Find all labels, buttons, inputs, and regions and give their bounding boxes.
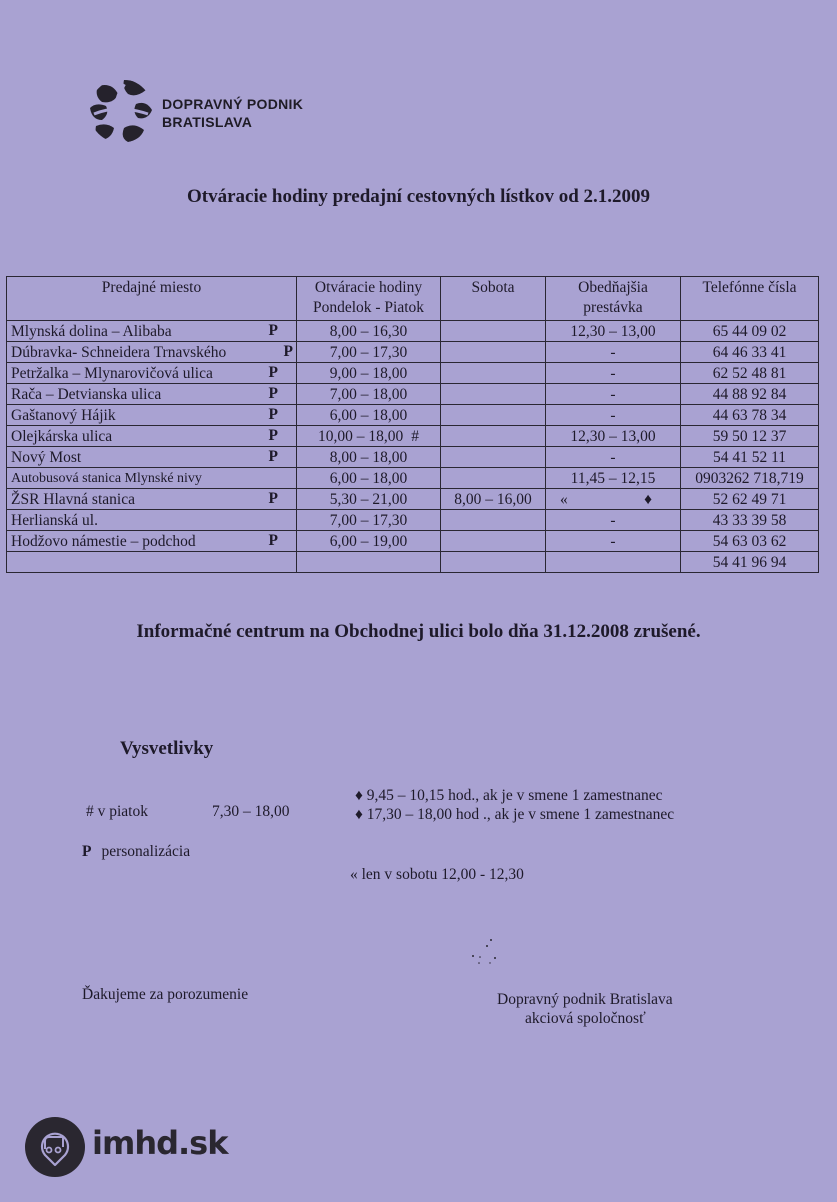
phone-number: 54 41 52 11 <box>712 448 787 466</box>
lunch-cell <box>546 426 681 447</box>
phone-number: 59 50 12 37 <box>712 427 787 445</box>
table-row <box>7 321 819 342</box>
saturday-cell <box>441 468 546 489</box>
staff-break-mark: ♦ <box>644 490 652 508</box>
place-cell <box>7 384 297 405</box>
personalization-mark: P <box>268 385 278 402</box>
weekday-cell <box>297 489 441 510</box>
lunch-cell <box>546 405 681 426</box>
lunch-cell <box>546 363 681 384</box>
phone-number: 65 44 09 02 <box>712 322 787 340</box>
weekday-cell <box>297 363 441 384</box>
phone-cell <box>681 426 819 447</box>
friday-hours-mark: # <box>411 427 419 445</box>
phone-number: 44 88 92 84 <box>712 385 787 403</box>
saturday-cell <box>441 426 546 447</box>
imhd-bus-pin-icon <box>25 1117 85 1177</box>
opening-hours-table <box>6 276 819 573</box>
header-lunch-line2: prestávka <box>583 299 643 316</box>
phone-number: 43 33 39 58 <box>712 511 787 529</box>
saturday-cell <box>441 447 546 468</box>
personalization-mark: P <box>268 448 278 465</box>
table-row <box>7 552 819 573</box>
weekday-hours: 8,00 – 16,30 <box>329 322 408 340</box>
phone-number: 64 46 33 41 <box>712 343 787 361</box>
phone-number: 54 63 03 62 <box>712 532 787 550</box>
table-row <box>7 489 819 510</box>
legend-title: Vysvetlivky <box>120 738 214 759</box>
stamp-specks <box>470 936 510 971</box>
place-cell <box>7 510 297 531</box>
lunch-cell <box>546 321 681 342</box>
place-cell <box>7 321 297 342</box>
lunch-cell <box>546 552 681 573</box>
saturday-cell <box>441 531 546 552</box>
header-place: Predajné miesto <box>7 277 297 321</box>
place-name: Petržalka – Mlynarovičová ulica <box>11 364 213 382</box>
weekday-cell <box>297 531 441 552</box>
weekday-hours: 7,00 – 17,30 <box>329 343 408 361</box>
place-name: Hodžovo námestie – podchod <box>11 532 196 550</box>
place-cell <box>7 489 297 510</box>
weekday-hours: 9,00 – 18,00 <box>329 364 408 382</box>
phone-cell <box>681 342 819 363</box>
phone-cell <box>681 447 819 468</box>
weekday-hours: 7,00 – 17,30 <box>329 511 408 529</box>
phone-cell <box>681 321 819 342</box>
phone-number: 52 62 49 71 <box>712 490 787 508</box>
lunch-break: - <box>610 385 616 403</box>
phone-number: 62 52 48 81 <box>712 364 787 382</box>
lunch-break: 12,30 – 13,00 <box>570 322 656 340</box>
lunch-break: - <box>610 343 616 361</box>
company-name <box>162 95 303 131</box>
legend-hash-time: 7,30 – 18,00 <box>212 803 290 820</box>
personalization-mark: P <box>268 427 278 444</box>
lunch-cell <box>546 510 681 531</box>
company-name-line2: BRATISLAVA <box>162 114 253 130</box>
phone-cell <box>681 363 819 384</box>
saturday-cell <box>441 321 546 342</box>
header-phone: Telefónne čísla <box>681 277 819 321</box>
lunch-break: 11,45 – 12,15 <box>570 469 656 487</box>
table-header-row <box>7 277 819 321</box>
lunch-break: - <box>610 406 616 424</box>
personalization-mark: P <box>283 343 293 360</box>
place-name: Nový Most <box>11 448 82 466</box>
phone-cell <box>681 489 819 510</box>
lunch-cell <box>546 342 681 363</box>
personalization-mark: P <box>268 532 278 549</box>
lunch-cell <box>546 468 681 489</box>
closure-notice: Informačné centrum na Obchodnej ulici bolo dňa 31.12.2008 zrušené. <box>136 621 701 642</box>
saturday-cell <box>441 510 546 531</box>
header-weekday-line1: Otváracie hodiny <box>314 279 423 296</box>
saturday-cell <box>441 342 546 363</box>
phone-cell <box>681 531 819 552</box>
place-cell <box>7 426 297 447</box>
place-cell <box>7 531 297 552</box>
saturday-cell <box>441 489 546 510</box>
company-name-line1: DOPRAVNÝ PODNIK <box>162 96 304 112</box>
legend-p-label: personalizácia <box>101 843 191 860</box>
weekday-hours: 6,00 – 19,00 <box>329 532 408 550</box>
weekday-hours: 10,00 – 18,00 <box>318 427 404 445</box>
place-cell <box>7 363 297 384</box>
place-cell <box>7 405 297 426</box>
header-lunch <box>546 277 681 321</box>
place-name: Rača – Detvianska ulica <box>11 385 162 403</box>
personalization-mark: P <box>268 406 278 423</box>
legend-quote-note: « len v sobotu 12,00 - 12,30 <box>350 866 524 883</box>
imhd-watermark-text: imhd.sk <box>92 1124 228 1162</box>
header-weekday-line2: Pondelok - Piatok <box>312 299 425 316</box>
lunch-break: - <box>610 364 616 382</box>
phone-cell <box>681 552 819 573</box>
saturday-hours: 8,00 – 16,00 <box>454 490 532 508</box>
table-row <box>7 405 819 426</box>
weekday-hours: 8,00 – 18,00 <box>329 448 408 466</box>
lunch-break: - <box>610 448 616 466</box>
signature-type: akciová spoločnosť <box>525 1010 646 1027</box>
place-cell <box>7 342 297 363</box>
table-row <box>7 426 819 447</box>
weekday-cell <box>297 405 441 426</box>
lunch-cell <box>546 489 681 510</box>
place-cell <box>7 447 297 468</box>
place-name: Herlianská ul. <box>11 511 98 529</box>
legend-hash-label: # v piatok <box>86 803 148 820</box>
signature-company: Dopravný podnik Bratislava <box>497 991 673 1008</box>
saturday-cell <box>441 552 546 573</box>
lunch-cell <box>546 447 681 468</box>
place-name: Autobusová stanica Mlynské nivy <box>11 471 202 486</box>
phone-number: 44 63 78 34 <box>712 406 787 424</box>
saturday-cell <box>441 384 546 405</box>
phone-number: 54 41 96 94 <box>712 553 787 571</box>
legend-diamond-note-1: ♦ 9,45 – 10,15 hod., ak je v smene 1 zamestnanec <box>355 787 663 804</box>
lunch-cell <box>546 384 681 405</box>
table-row <box>7 342 819 363</box>
document-title: Otváracie hodiny predajní cestovných lístkov od 2.1.2009 <box>186 186 651 207</box>
lunch-break: - <box>610 511 616 529</box>
phone-cell <box>681 405 819 426</box>
saturday-cell <box>441 363 546 384</box>
personalization-mark: P <box>268 490 278 507</box>
lunch-cell <box>546 531 681 552</box>
table-row <box>7 384 819 405</box>
personalization-mark: P <box>268 322 278 339</box>
weekday-cell <box>297 426 441 447</box>
place-name: Dúbravka- Schneidera Trnavského <box>11 343 227 361</box>
personalization-mark: P <box>268 364 278 381</box>
phone-cell <box>681 384 819 405</box>
legend-p-symbol: P <box>82 843 92 860</box>
lunch-break: - <box>610 532 616 550</box>
legend-diamond-note-2: ♦ 17,30 – 18,00 hod ., ak je v smene 1 zamestnanec <box>355 806 675 823</box>
weekday-hours: 6,00 – 18,00 <box>329 469 408 487</box>
thanks-text: Ďakujeme za porozumenie <box>82 986 249 1003</box>
weekday-hours: 5,30 – 21,00 <box>329 490 408 508</box>
weekday-cell <box>297 510 441 531</box>
phone-number: 0903262 718,719 <box>695 469 804 487</box>
table-row <box>7 531 819 552</box>
weekday-cell <box>297 384 441 405</box>
header-lunch-line1: Obedňajšia <box>578 279 648 296</box>
weekday-hours: 6,00 – 18,00 <box>329 406 408 424</box>
weekday-hours: 7,00 – 18,00 <box>329 385 408 403</box>
lunch-break: 12,30 – 13,00 <box>570 427 656 445</box>
table-row <box>7 363 819 384</box>
dpb-logo-icon <box>88 78 154 144</box>
saturday-cell <box>441 405 546 426</box>
place-name: Olejkárska ulica <box>11 427 113 445</box>
saturday-lunch-mark: « <box>560 490 568 508</box>
place-cell <box>7 468 297 489</box>
table-row <box>7 468 819 489</box>
weekday-cell <box>297 552 441 573</box>
legend-p-note <box>82 843 190 861</box>
weekday-cell <box>297 447 441 468</box>
header-weekday <box>297 277 441 321</box>
table-row <box>7 510 819 531</box>
header-saturday: Sobota <box>441 277 546 321</box>
phone-cell <box>681 468 819 489</box>
phone-cell <box>681 510 819 531</box>
place-name: Gaštanový Hájik <box>11 406 116 424</box>
place-cell <box>7 552 297 573</box>
place-name: ŽSR Hlavná stanica <box>11 490 135 508</box>
weekday-cell <box>297 468 441 489</box>
weekday-cell <box>297 321 441 342</box>
table-row <box>7 447 819 468</box>
weekday-cell <box>297 342 441 363</box>
place-name: Mlynská dolina – Alibaba <box>11 322 172 340</box>
